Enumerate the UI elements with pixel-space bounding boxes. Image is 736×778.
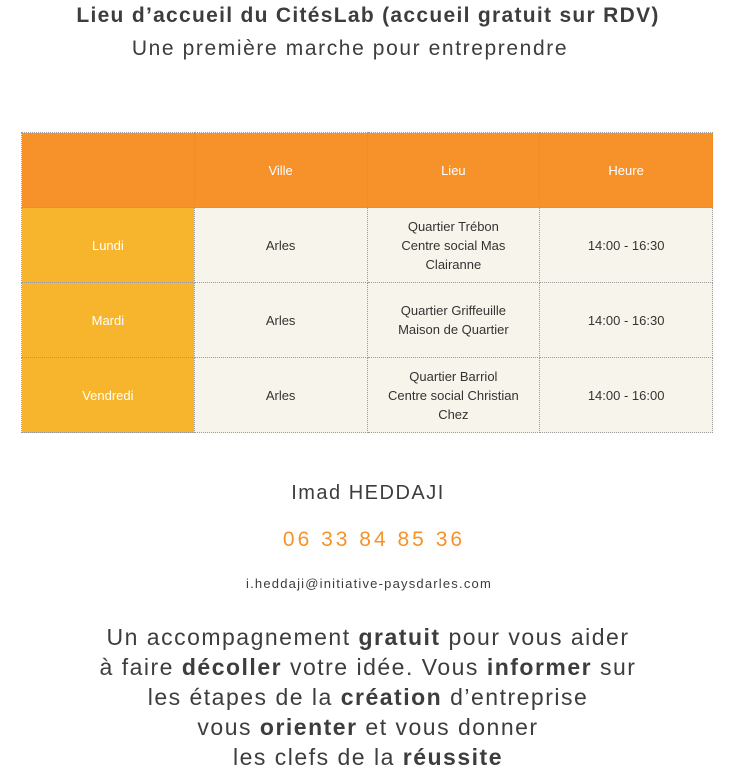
pitch-line	[0, 712, 736, 742]
pitch-line	[0, 622, 736, 652]
schedule-table	[21, 132, 713, 433]
column-header-hours: Heure	[540, 133, 713, 208]
day-cell: Mardi	[22, 283, 195, 358]
column-header-place: Lieu	[367, 133, 540, 208]
page-title: Lieu d’accueil du CitésLab (accueil gratuit sur RDV)	[76, 4, 660, 27]
table-row	[22, 283, 713, 358]
hours-cell: 14:00 - 16:30	[540, 283, 713, 358]
pitch-line	[0, 682, 736, 712]
place-line: Centre social Christian	[387, 387, 519, 403]
column-header-city: Ville	[194, 133, 367, 208]
pitch-emphasis: création	[340, 684, 443, 710]
pitch-emphasis: gratuit	[358, 624, 441, 650]
table-row	[22, 358, 713, 433]
hours-cell: 14:00 - 16:30	[540, 208, 713, 283]
pitch-text-segment: sur	[592, 654, 637, 680]
place-line: Quartier Griffeuille	[400, 303, 506, 318]
table-row	[22, 208, 713, 283]
pitch-text-segment: et vous donner	[357, 714, 539, 740]
pitch-line	[0, 652, 736, 682]
contact-phone-link[interactable]: 06 33 84 85 36	[282, 528, 466, 551]
column-header-day	[22, 133, 195, 208]
contact-email-link[interactable]: i.heddaji@initiative-paysdarles.com	[246, 576, 492, 591]
pitch-text-segment: d’entreprise	[442, 684, 589, 710]
pitch-text-segment: les clefs de la	[233, 744, 403, 770]
place-line: Maison de Quartier	[398, 322, 509, 337]
pitch-text-segment: vous	[197, 714, 260, 740]
pitch-emphasis: réussite	[402, 744, 503, 770]
place-line: Centre social Mas	[401, 237, 506, 253]
pitch-emphasis: décoller	[181, 654, 283, 680]
page-subtitle: Une première marche pour entreprendre	[131, 37, 569, 60]
place-line: Quartier Trébon	[407, 218, 499, 234]
city-cell: Arles	[194, 283, 367, 358]
place-cell	[367, 358, 540, 433]
day-cell: Lundi	[22, 208, 195, 283]
pitch-text-segment: votre idée. Vous	[282, 654, 487, 680]
pitch-emphasis: orienter	[259, 714, 358, 740]
place-line: Clairanne	[425, 256, 482, 272]
place-cell	[367, 208, 540, 283]
day-cell: Vendredi	[22, 358, 195, 433]
pitch-emphasis: informer	[486, 654, 593, 680]
place-line: Quartier Barriol	[409, 368, 498, 384]
hours-cell: 14:00 - 16:00	[540, 358, 713, 433]
table-header-row	[22, 133, 713, 208]
place-line: Chez	[438, 406, 469, 422]
pitch-text-segment: à faire	[99, 654, 182, 680]
pitch-text-segment: les étapes de la	[147, 684, 341, 710]
pitch-text	[0, 622, 736, 772]
city-cell: Arles	[194, 208, 367, 283]
city-cell: Arles	[194, 358, 367, 433]
pitch-text-segment: Un accompagnement	[106, 624, 359, 650]
place-cell	[367, 283, 540, 358]
pitch-text-segment: pour vous aider	[440, 624, 630, 650]
contact-name: Imad HEDDAJI	[291, 482, 445, 504]
pitch-line	[0, 742, 736, 772]
